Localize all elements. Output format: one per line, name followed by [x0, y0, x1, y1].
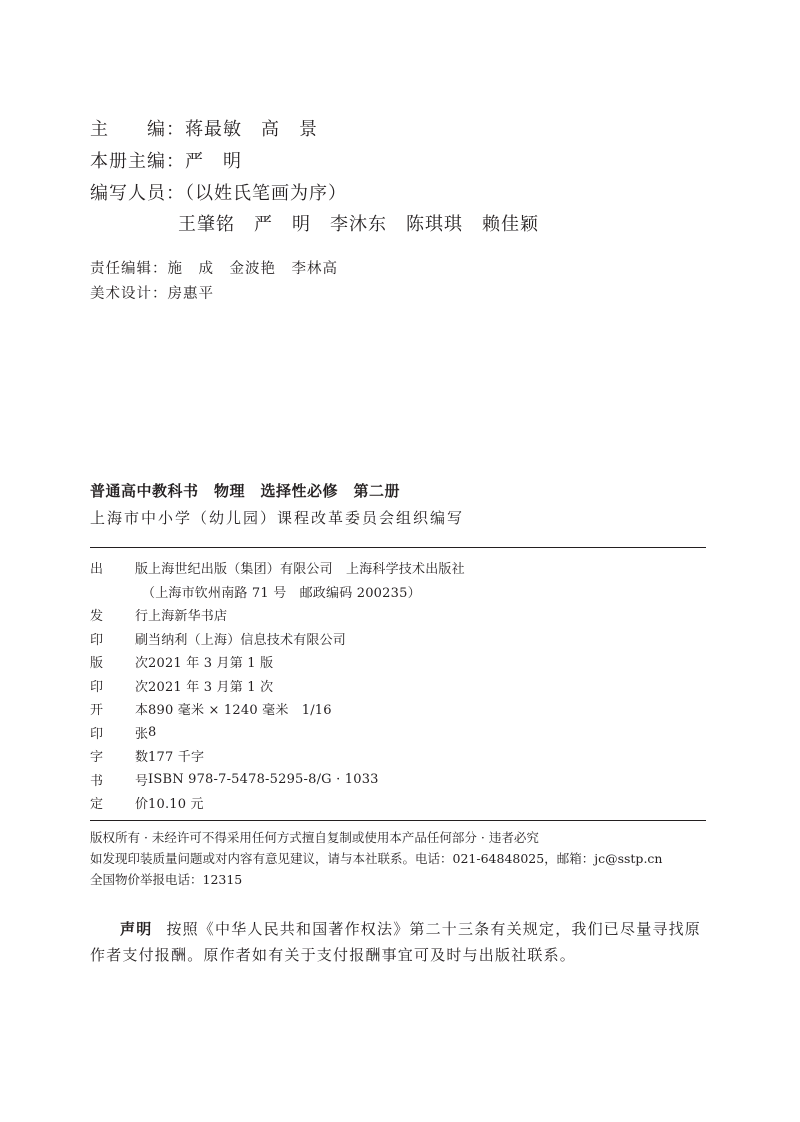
pub-label-a: 书: [90, 773, 104, 789]
pub-row-publisher: [90, 556, 706, 580]
price-report-notice: 全国物价举报电话：12315: [90, 872, 243, 887]
chief-editor-label: 主 编：: [90, 119, 185, 140]
pub-row-edition: [90, 650, 706, 674]
pub-label-b: 数: [134, 750, 148, 766]
pub-label-a: 印: [90, 632, 104, 648]
volume-chief-editor-row: [90, 150, 242, 174]
pub-row-printing: [90, 674, 706, 698]
pub-label-b: 刷: [134, 632, 148, 648]
pub-row-price: [90, 791, 706, 815]
pub-row-distributor: [90, 603, 706, 627]
pub-value: 上海新华书店: [148, 609, 228, 625]
pub-label-b: 版: [134, 562, 148, 578]
responsible-editor-value: 施 成 金波艳 李林高: [167, 261, 338, 277]
pub-label-a: 发: [90, 609, 104, 625]
pub-value: 177 千字: [148, 750, 205, 766]
pub-label-a: 出: [90, 562, 104, 578]
statement: [90, 916, 710, 968]
pub-label-b: 次: [134, 679, 148, 695]
publication-info: [90, 556, 706, 815]
pub-label-b: 行: [134, 609, 148, 625]
pub-row-sheets: [90, 721, 706, 745]
pub-value: 8: [148, 724, 157, 740]
responsible-editor-label: 责任编辑：: [90, 261, 168, 277]
pub-row-address: [90, 580, 706, 604]
pub-value: （上海市钦州南路 71 号 邮政编码 200235）: [142, 585, 421, 601]
pub-value: 2021 年 3 月第 1 版: [148, 656, 274, 672]
pub-value: 890 毫米 × 1240 毫米 1/16: [148, 703, 332, 719]
pub-label-a: 印: [90, 726, 104, 742]
art-design-value: 房惠平: [167, 286, 214, 302]
bottom-divider: [90, 820, 706, 821]
pub-label-b: 次: [134, 656, 148, 672]
pub-label-a: 开: [90, 703, 104, 719]
chief-editor-row: [90, 118, 318, 142]
writers-list: 王肇铭 严 明 李沐东 陈琪琪 赖佳颖: [178, 214, 539, 235]
pub-row-wordcount: [90, 744, 706, 768]
contact-notice: 如发现印装质量问题或对内容有意见建议，请与本社联系。电话：021-64848025，邮箱：jc@sstp.cn: [90, 851, 663, 866]
pub-label-a: 定: [90, 797, 104, 813]
book-title: 普通高中教科书 物理 选择性必修 第二册: [90, 482, 401, 500]
writers-note: （以姓氏笔画为序）: [185, 183, 347, 204]
pub-label-b: 号: [134, 773, 148, 789]
pub-label-b: 张: [134, 726, 148, 742]
copyright-notice: 版权所有 · 未经许可不得采用任何方式擅自复制或使用本产品任何部分 · 违者必究: [90, 830, 539, 845]
art-design-label: 美术设计：: [90, 286, 168, 302]
pub-value: 2021 年 3 月第 1 次: [148, 679, 274, 695]
pub-label-b: 本: [134, 703, 148, 719]
volume-chief-editor-value: 严 明: [185, 151, 242, 172]
volume-chief-editor-label: 本册主编：: [90, 151, 185, 172]
pub-row-isbn: [90, 768, 706, 792]
top-divider: [90, 547, 706, 548]
pub-label-a: 印: [90, 679, 104, 695]
pub-row-printer: [90, 627, 706, 651]
pub-value: 上海世纪出版（集团）有限公司 上海科学技术出版社: [148, 562, 465, 578]
pub-value: 当纳利（上海）信息技术有限公司: [148, 632, 347, 648]
responsible-editor-row: [90, 259, 338, 279]
pub-value: ISBN 978-7-5478-5295-8/G · 1033: [148, 771, 379, 787]
statement-label: 声明: [120, 920, 153, 938]
pub-label-a: 版: [90, 656, 104, 672]
pub-label-a: 字: [90, 750, 104, 766]
pub-value: 10.10 元: [148, 797, 204, 813]
writers-row: [90, 182, 347, 206]
art-design-row: [90, 284, 214, 304]
pub-label-b: 价: [134, 797, 148, 813]
statement-text: 按照《中华人民共和国著作权法》第二十三条有关规定，我们已尽量寻找原作者支付报酬。原作者如有关于支付报酬事宜可及时与出版社联系。: [90, 920, 702, 964]
chief-editor-value: 蒋最敏 高 景: [185, 119, 318, 140]
pub-row-format: [90, 697, 706, 721]
writers-label: 编写人员：: [90, 183, 185, 204]
book-organizer: 上海市中小学（幼儿园）课程改革委员会组织编写: [90, 509, 465, 527]
